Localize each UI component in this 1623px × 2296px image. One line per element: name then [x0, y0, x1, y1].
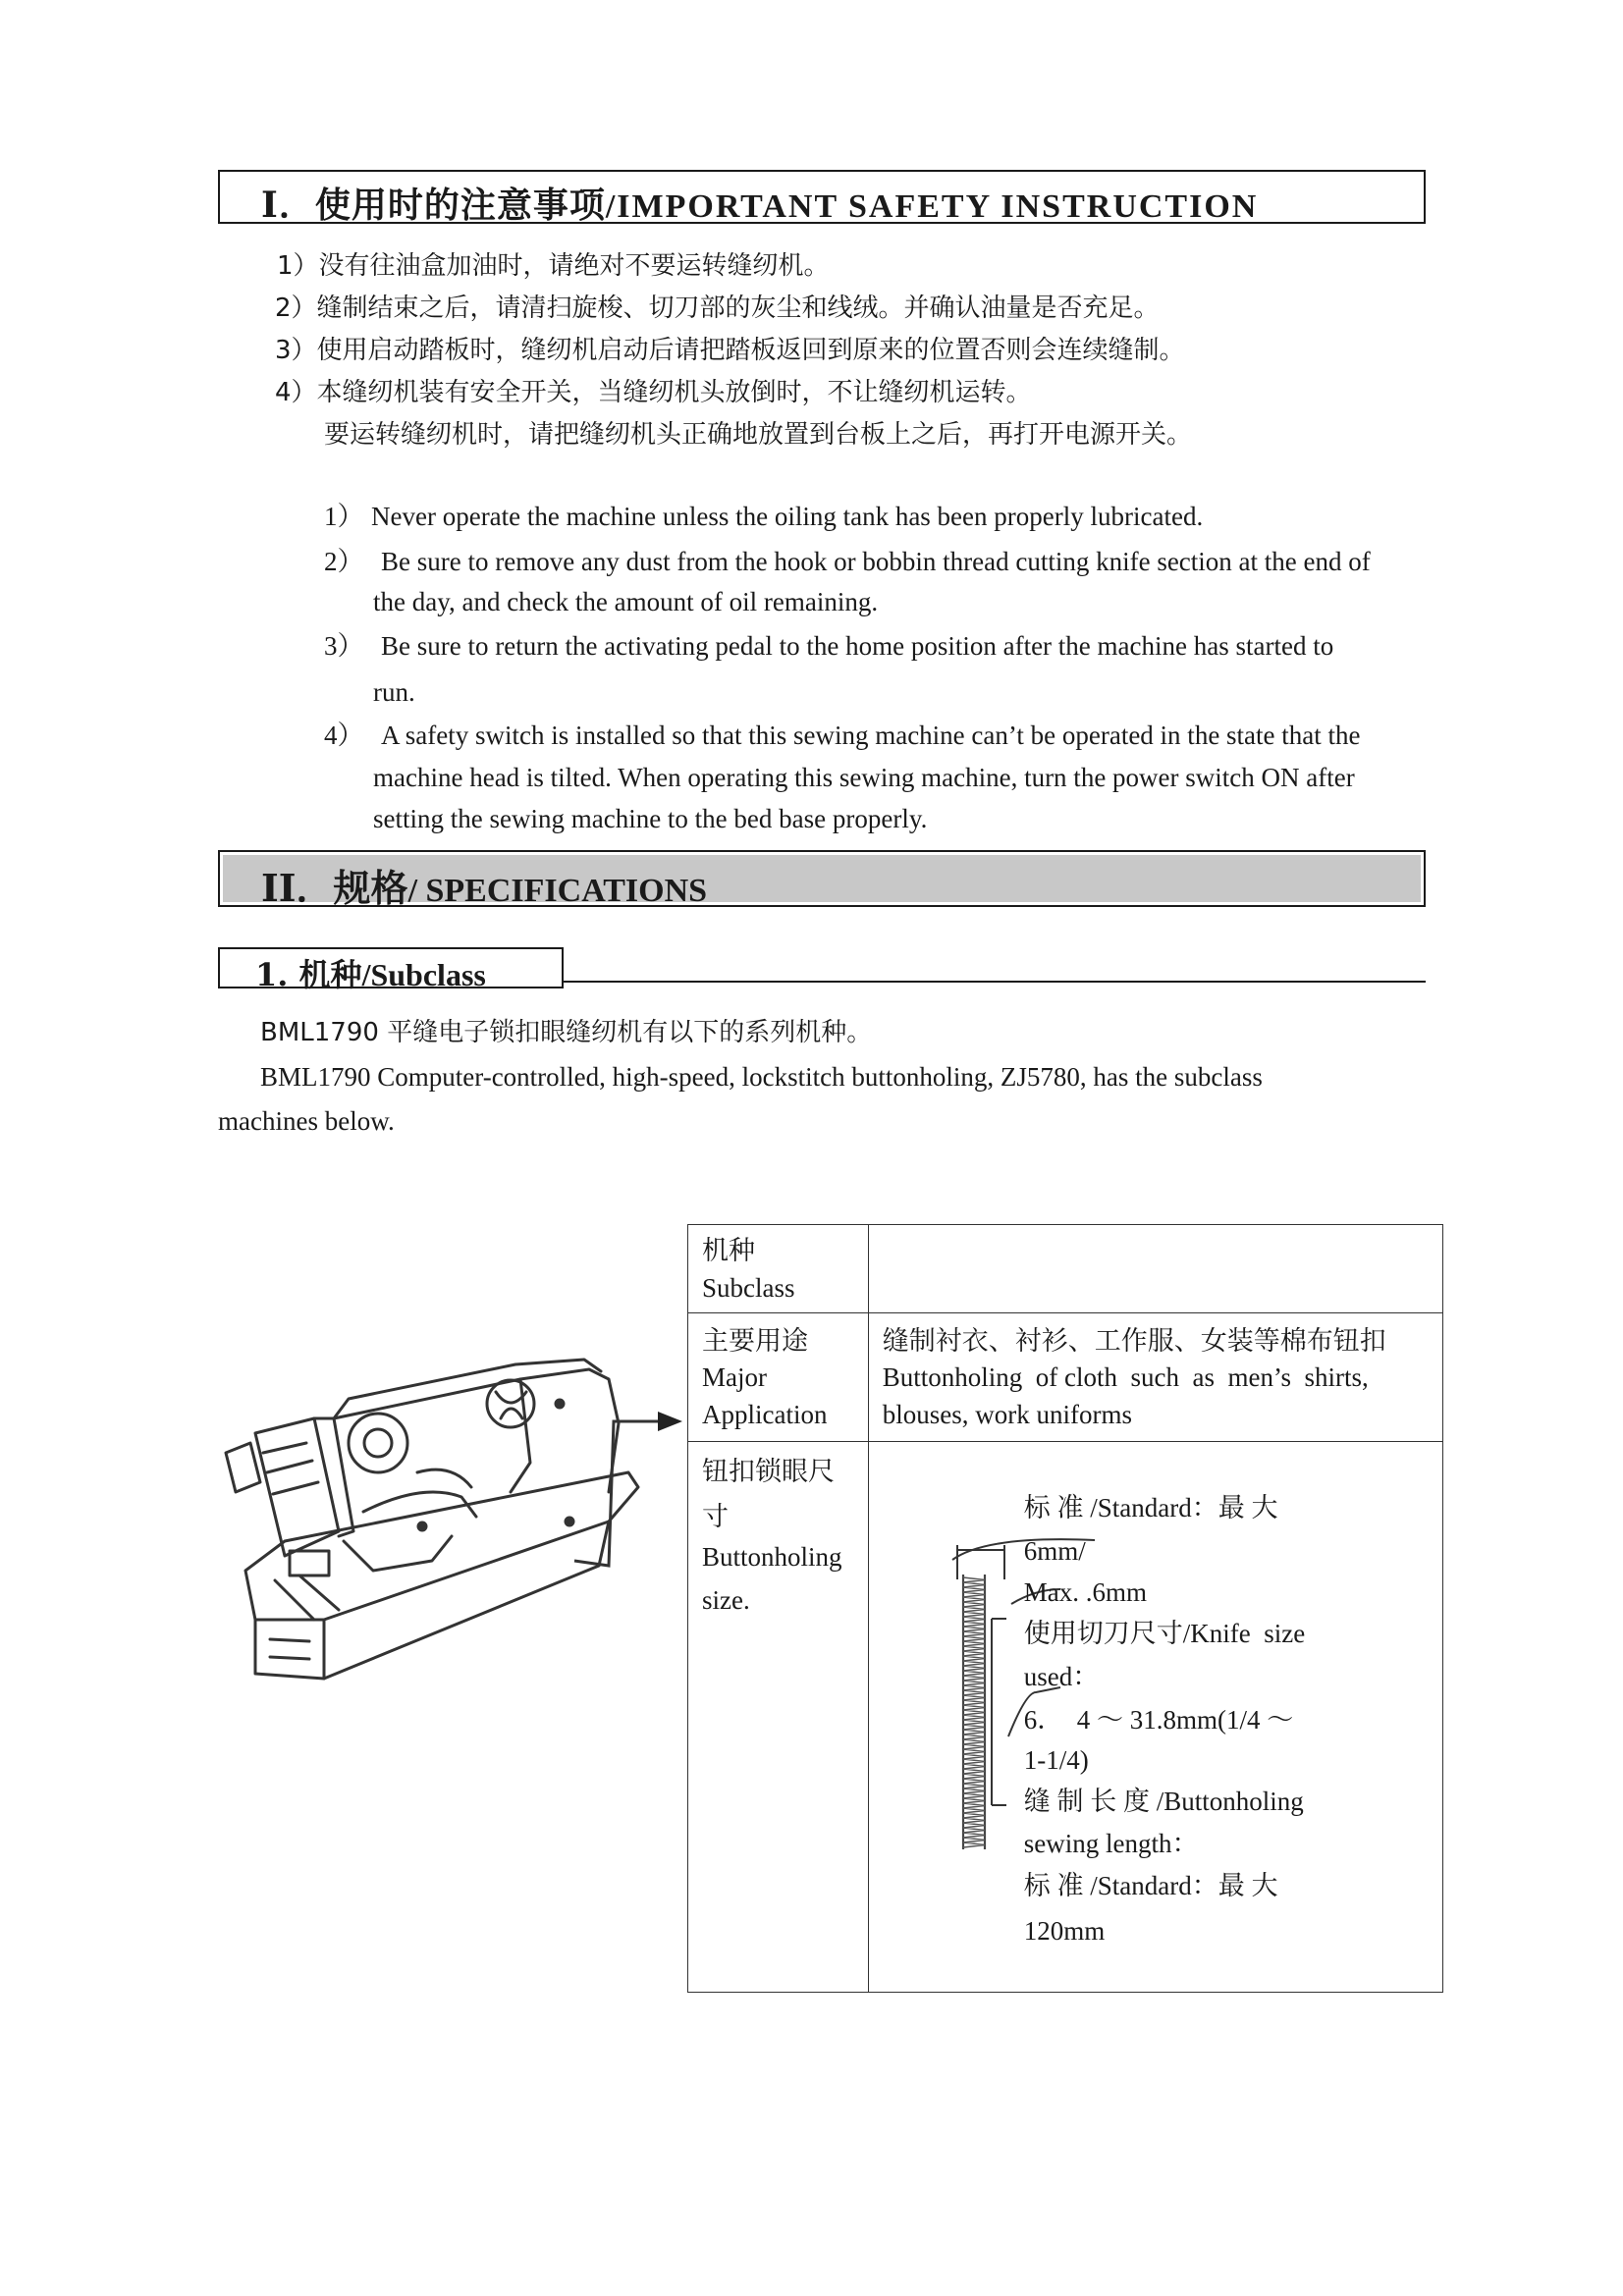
en-item-3-num: 3） [324, 631, 364, 661]
label-size-en-1: Buttonholing [702, 1542, 842, 1572]
label-size-cn-2: 寸 [702, 1502, 729, 1532]
cn-item-2: 2）缝制结束之后，请清扫旋梭、切刀部的灰尘和线绒。并确认油量是否充足。 [275, 294, 1160, 323]
en-item-2-line-2: the day, and check the amount of oil remaining. [373, 587, 879, 616]
spec-line-2: 6mm/ [1023, 1536, 1086, 1566]
spec-line-6: 6． 4 ～ 31.8mm(1/4 ～ [1023, 1705, 1294, 1735]
spec-line-7: 1-1/4) [1023, 1745, 1089, 1775]
spec-line-5: used： [1023, 1662, 1100, 1691]
en-item-4-line-1: A safety switch is installed so that this sewing machine can’t be operated in the state that the [381, 721, 1361, 750]
label-subclass-en: Subclass [702, 1273, 795, 1303]
label-size-cn-1: 钮扣锁眼尺 [702, 1457, 835, 1487]
subclass-spec-table [687, 1224, 1443, 1993]
subclass-header-rule [564, 981, 1426, 983]
value-subclass [868, 1225, 1442, 1313]
label-size [688, 1442, 869, 1993]
sewing-machine-illustration [216, 1325, 687, 1698]
en-item-4-num: 4） [324, 721, 364, 750]
subclass-intro-en-1: BML1790 Computer-controlled, high-speed, lockstitch buttonholing, ZJ5780, has the subclass [260, 1062, 1263, 1092]
spec-line-8: 缝 制 长 度 /Buttonholing [1023, 1787, 1304, 1816]
table-row-application [688, 1313, 1443, 1442]
en-item-1-line-1: Never operate the machine unless the oiling tank has been properly lubricated. [371, 502, 1204, 531]
en-item-2-line-1: Be sure to remove any dust from the hook or bobbin thread cutting knife section at the end of [381, 547, 1371, 576]
value-application-en-1: Buttonholing of cloth such as men’s shirts, [882, 1362, 1369, 1392]
value-application-cn: 缝制衬衣、衬衫、工作服、女装等棉布钮扣 [882, 1326, 1386, 1357]
en-item-4-line-3: setting the sewing machine to the bed base properly. [373, 804, 928, 833]
en-item-3-line-1: Be sure to return the activating pedal to the home position after the machine has started to [381, 631, 1334, 661]
en-item-4-line-2: machine head is tilted. When operating this sewing machine, turn the power switch ON after [373, 763, 1355, 792]
section-1-title-cn: I．使用时的注意事项 [261, 185, 606, 226]
cn-item-4: 4）本缝纫机装有安全开关，当缝纫机头放倒时，不让缝纫机运转。 [275, 378, 1032, 407]
section-2-header [218, 850, 1426, 910]
subclass-title-cn: 1. 机种 [255, 956, 362, 993]
cn-item-3: 3）使用启动踏板时，缝纫机启动后请把踏板返回到原来的位置否则会连续缝制。 [275, 336, 1185, 365]
value-application-en-2: blouses, work uniforms [882, 1400, 1132, 1429]
label-subclass-cn: 机种 [702, 1236, 755, 1266]
cn-item-4-cont: 要运转缝纫机时，请把缝纫机头正确地放置到台板上之后，再打开电源开关。 [324, 420, 1193, 450]
label-application-en-2: Application [702, 1400, 828, 1429]
spec-line-4: 使用切刀尺寸/Knife size [1023, 1619, 1306, 1648]
subclass-intro-en-2: machines below. [218, 1106, 395, 1136]
table-row-size [688, 1442, 1443, 1993]
subclass-title [255, 950, 486, 995]
section-1-header [218, 170, 1426, 224]
section-1-title [261, 178, 1258, 228]
subclass-header [218, 947, 564, 993]
value-size [868, 1442, 1442, 1993]
subclass-title-en: /Subclass [361, 957, 486, 992]
spec-line-1: 标 准 /Standard：最 大 [1023, 1493, 1278, 1522]
section-2-title [261, 858, 707, 912]
subclass-intro-cn: BML1790 平缝电子锁扣眼缝纫机有以下的系列机种。 [260, 1018, 873, 1047]
spec-line-9: sewing length： [1023, 1829, 1199, 1858]
en-item-3-line-2: run. [373, 677, 415, 707]
label-size-en-2: size. [702, 1585, 750, 1615]
spec-line-3: Max. .6mm [1023, 1577, 1147, 1607]
label-application-cn: 主要用途 [702, 1326, 808, 1357]
section-2-title-cn: II．规格 [261, 866, 408, 910]
table-row-subclass [688, 1225, 1443, 1313]
size-spec-lines [1024, 1486, 1305, 1953]
label-application [688, 1313, 869, 1442]
value-application [868, 1313, 1442, 1442]
en-item-2-num: 2） [324, 547, 364, 576]
section-1-title-en: /IMPORTANT SAFETY INSTRUCTION [605, 188, 1259, 225]
label-application-en-1: Major [702, 1362, 767, 1392]
spec-line-11: 120mm [1023, 1916, 1106, 1946]
en-item-1-num: 1） [324, 502, 364, 531]
cn-item-1: 1）没有往油盒加油时，请绝对不要运转缝纫机。 [277, 251, 830, 281]
spec-line-10: 标 准 /Standard：最 大 [1023, 1871, 1278, 1900]
section-2-title-en: / SPECIFICATIONS [407, 873, 708, 909]
label-subclass [688, 1225, 869, 1313]
